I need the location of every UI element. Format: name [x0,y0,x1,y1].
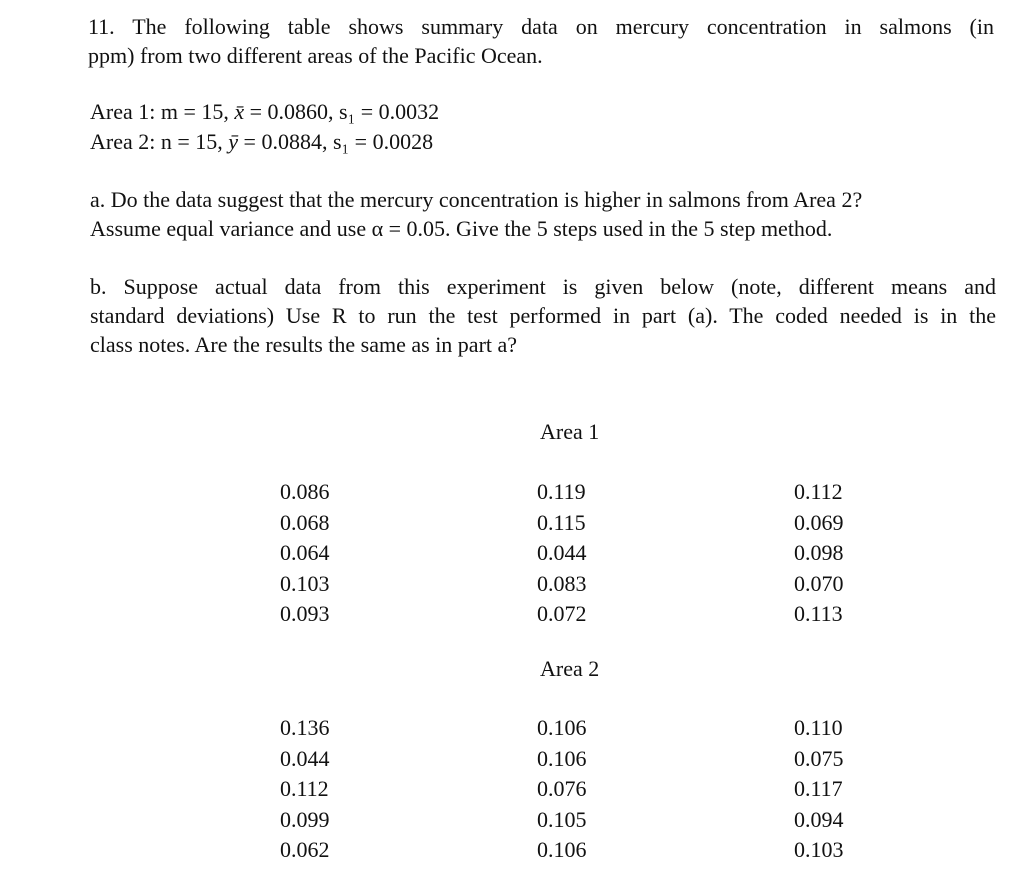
data-value: 0.069 [794,509,844,535]
part-b-line-1: b. Suppose actual data from this experiment is given below (note, different means and [90,274,996,299]
data-value: 0.094 [794,806,844,832]
area-2-column-1 [280,713,330,866]
summary-area2 [90,127,996,157]
summary-area2-rest: = 0.0884, s₁ = 0.0028 [238,129,434,154]
summary-area1-rest: = 0.0860, s₁ = 0.0032 [244,99,440,124]
summary-statistics [90,97,996,157]
area-2-heading: Area 2 [540,656,600,681]
data-value: 0.112 [794,479,843,504]
summary-area2-mean-symbol: ȳ [228,129,239,154]
summary-area1-mean-symbol: x̄ [234,99,245,124]
data-value: 0.075 [794,745,844,771]
data-value: 0.093 [280,601,330,626]
data-value: 0.068 [280,509,330,535]
data-value: 0.070 [794,570,844,596]
data-value: 0.064 [280,540,330,565]
area-1-column-2 [537,477,587,630]
data-value: 0.117 [794,776,843,801]
data-value: 0.086 [280,479,330,504]
data-value: 0.112 [280,776,329,801]
data-value: 0.044 [537,540,587,565]
summary-area1-prefix: Area 1: m = 15, [90,99,235,124]
part-a-line-2: Assume equal variance and use α = 0.05. Give the 5 steps used in the 5 step method. [90,216,833,241]
data-value: 0.106 [537,715,587,740]
question-text [88,12,994,70]
part-b-line-3: class notes. Are the results the same as in part a? [90,332,518,357]
data-value: 0.099 [280,806,330,832]
question-line-1: 11. The following table shows summary data on mercury concentration in salmons (in [88,14,994,39]
data-value: 0.083 [537,570,587,596]
data-value: 0.115 [537,509,586,535]
data-value: 0.103 [794,837,844,862]
area-1-column-3 [794,477,844,630]
data-value: 0.106 [537,745,587,771]
area-2-column-3 [794,713,844,866]
part-a-line-1: a. Do the data suggest that the mercury concentration is higher in salmons from Area 2? [90,187,863,212]
part-a-text [90,185,996,243]
data-value: 0.136 [280,715,330,740]
part-b-text [90,272,996,359]
data-value: 0.076 [537,776,587,801]
data-value: 0.113 [794,601,843,626]
data-value: 0.119 [537,479,586,504]
summary-area1 [90,97,996,127]
question-line-2: ppm) from two different areas of the Pacific Ocean. [88,43,543,68]
data-value: 0.105 [537,806,587,832]
data-value: 0.044 [280,745,330,771]
data-value: 0.103 [280,570,330,596]
data-value: 0.072 [537,601,587,626]
data-value: 0.098 [794,540,844,565]
area-1-heading: Area 1 [540,419,600,444]
part-b-line-2: standard deviations) Use R to run the test performed in part (a). The coded needed is in the [90,303,996,328]
area-2-column-2 [537,713,587,866]
data-value: 0.110 [794,715,843,740]
data-value: 0.062 [280,837,330,862]
area-1-column-1 [280,477,330,630]
data-value: 0.106 [537,837,587,862]
summary-area2-prefix: Area 2: n = 15, [90,129,229,154]
